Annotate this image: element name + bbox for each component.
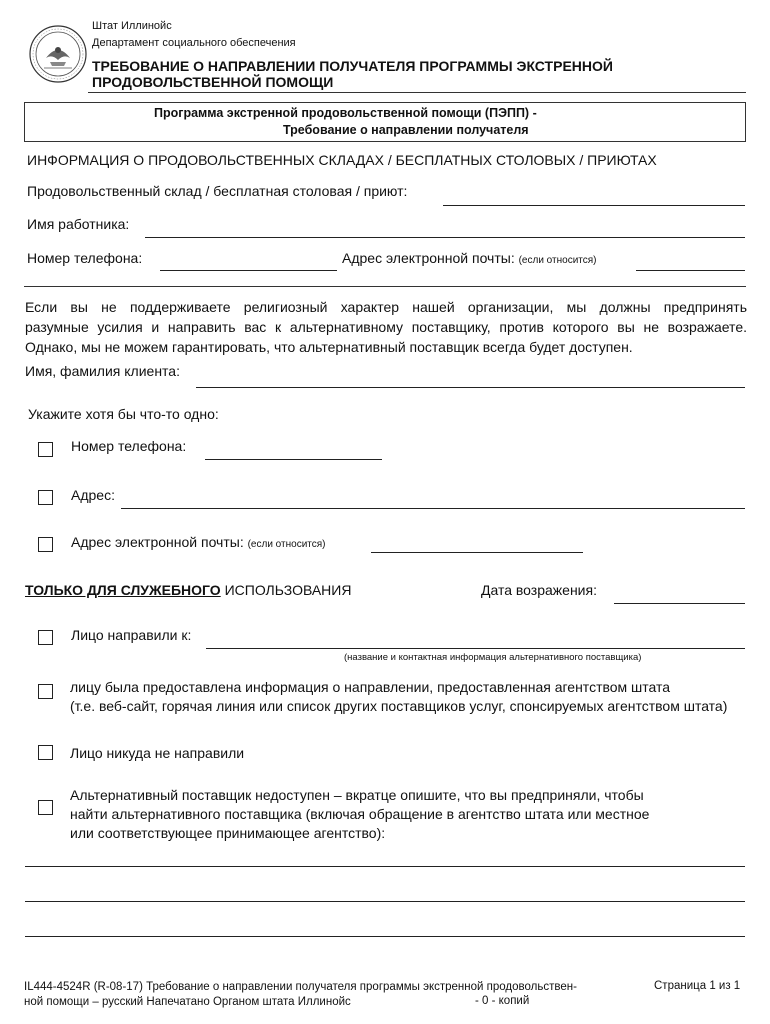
worker-name-label: Имя работника: (27, 216, 130, 232)
indicate-one-label: Укажите хотя бы что-то одно: (28, 406, 219, 422)
client-email-label (71, 534, 326, 550)
footer-line2: ной помощи – русский Напечатано Органом штата Иллинойс (24, 996, 351, 1008)
page-title (92, 58, 613, 90)
state-info-checkbox[interactable] (38, 684, 53, 699)
pantry-email-label-text: Адрес электронной почты: (342, 250, 515, 266)
office-use-heading (25, 582, 351, 598)
section-divider (24, 286, 746, 287)
client-phone-checkbox[interactable] (38, 442, 53, 457)
pantry-phone-label: Номер телефона: (27, 250, 143, 266)
pantry-email-field[interactable] (636, 270, 745, 271)
page-title-line2: ПРОДОВОЛЬСТВЕННОЙ ПОМОЩИ (92, 74, 334, 90)
footer-line1: IL444-4524R (R-08-17) Требование о направлении получателя программы экстренной продовольствен- (24, 981, 577, 993)
referred-to-checkbox[interactable] (38, 630, 53, 645)
provider-unavailable-checkbox[interactable] (38, 800, 53, 815)
worker-name-field[interactable] (145, 237, 745, 238)
religious-notice (25, 297, 747, 357)
client-address-field[interactable] (121, 508, 745, 509)
notice-line3: Однако, мы не можем гарантировать, что альтернативный поставщик всегда будет доступен. (25, 339, 633, 355)
state-info-line1: лицу была предоставлена информация о направлении, предоставленная агентством штата (70, 679, 671, 695)
pantry-email-label (342, 250, 597, 266)
client-email-note: (если относится) (247, 539, 326, 550)
page-title-line1: ТРЕБОВАНИЕ О НАПРАВЛЕНИИ ПОЛУЧАТЕЛЯ ПРОГРАММЫ ЭКСТРЕННОЙ (92, 58, 613, 74)
referred-to-field[interactable] (206, 648, 745, 649)
state-info-text (70, 678, 727, 716)
client-phone-label: Номер телефона: (71, 438, 187, 454)
page-number: Страница 1 из 1 (654, 980, 741, 992)
client-email-label-text: Адрес электронной почты: (71, 534, 244, 550)
objection-date-label: Дата возражения: (481, 582, 597, 598)
client-phone-field[interactable] (205, 459, 382, 460)
provider-unavailable-line1: Альтернативный поставщик недоступен – вкратце опишите, что вы предприняли, чтобы (70, 787, 644, 803)
section-heading-pantry-info: ИНФОРМАЦИЯ О ПРОДОВОЛЬСТВЕННЫХ СКЛАДАХ / БЕСПЛАТНЫХ СТОЛОВЫХ / ПРИЮТАХ (27, 152, 657, 168)
not-referred-checkbox[interactable] (38, 745, 53, 760)
referred-to-label: Лицо направили к: (71, 627, 192, 643)
program-title-line2: Требование о направлении получателя (283, 123, 529, 137)
notice-line1: Если вы не поддерживаете религиозный характер нашей организации, мы должны предпринять (25, 299, 747, 315)
client-email-checkbox[interactable] (38, 537, 53, 552)
description-line-3[interactable] (25, 936, 745, 937)
client-name-field[interactable] (196, 387, 745, 388)
program-title-line1: Программа экстренной продовольственной помощи (ПЭПП) - (154, 106, 537, 120)
department-name: Департамент социального обеспечения (92, 37, 296, 49)
referred-to-note: (название и контактная информация альтернативного поставщика) (344, 652, 642, 663)
office-use-heading-bold: ТОЛЬКО ДЛЯ СЛУЖЕБНОГО (25, 582, 221, 598)
office-use-heading-rest: ИСПОЛЬЗОВАНИЯ (220, 582, 352, 598)
illinois-state-seal-icon (28, 24, 88, 84)
description-line-1[interactable] (25, 866, 745, 867)
footer-copies: - 0 - копий (475, 995, 530, 1007)
client-address-checkbox[interactable] (38, 490, 53, 505)
not-referred-label: Лицо никуда не направили (70, 745, 245, 761)
pantry-label: Продовольственный склад / бесплатная столовая / приют: (27, 183, 408, 199)
client-name-label: Имя, фамилия клиента: (25, 363, 180, 379)
pantry-field[interactable] (443, 205, 745, 206)
description-line-2[interactable] (25, 901, 745, 902)
objection-date-field[interactable] (614, 603, 745, 604)
state-info-line2: (т.е. веб-сайт, горячая линия или список других поставщиков услуг, спонсируемых агентством штата) (70, 698, 728, 714)
client-address-label: Адрес: (71, 487, 115, 503)
pantry-phone-field[interactable] (160, 270, 337, 271)
state-name: Штат Иллинойс (92, 20, 172, 32)
provider-unavailable-text (70, 786, 649, 843)
provider-unavailable-line2: найти альтернативного поставщика (включая обращение в агентство штата или местное (70, 806, 650, 822)
header-divider (88, 92, 746, 93)
client-email-field[interactable] (371, 552, 583, 553)
notice-line2: разумные усилия и направить вас к альтернативному поставщику, против которого вы не возражаете. (25, 319, 747, 335)
provider-unavailable-line3: или соответствующее принимающее агентство): (70, 825, 386, 841)
pantry-email-note: (если относится) (518, 255, 597, 266)
